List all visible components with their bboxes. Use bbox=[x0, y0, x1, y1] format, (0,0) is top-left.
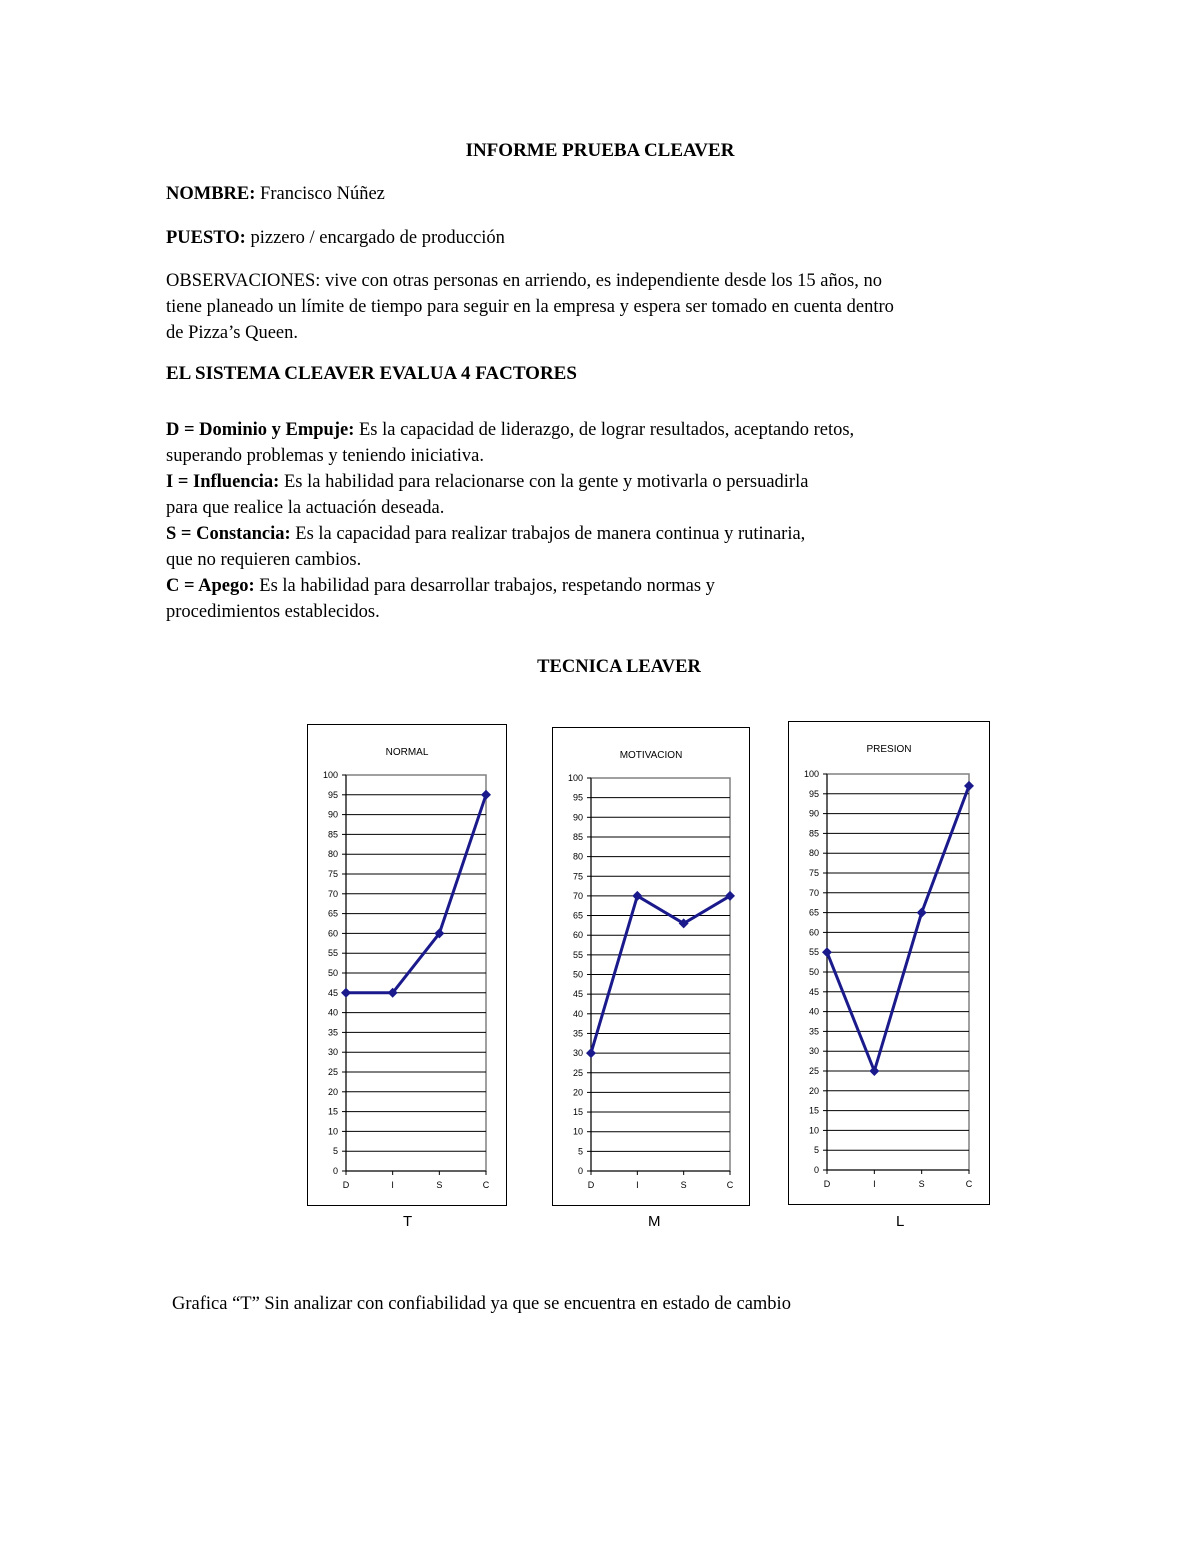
y-tick-label: 50 bbox=[327, 968, 338, 978]
y-tick-label: 85 bbox=[572, 831, 583, 842]
factor-text: para que realice la actuación deseada. bbox=[166, 498, 445, 518]
y-tick-label: 85 bbox=[327, 829, 338, 840]
factor-text: Es la capacidad para realizar trabajos de manera continua y rutinaria, bbox=[290, 524, 806, 544]
y-tick-label: 15 bbox=[327, 1106, 338, 1117]
charts-title: TECNICA LEAVER bbox=[537, 657, 701, 677]
report-title: INFORME PRUEBA CLEAVER bbox=[465, 140, 735, 161]
y-tick-label: 55 bbox=[327, 948, 338, 959]
y-tick-label: 60 bbox=[808, 927, 819, 938]
observations bbox=[166, 268, 1046, 346]
y-tick-label: 0 bbox=[813, 1165, 819, 1175]
y-tick-label: 35 bbox=[808, 1026, 819, 1037]
factor-text: Es la habilidad para desarrollar trabajos, respetando normas y bbox=[254, 576, 715, 596]
y-tick-label: 90 bbox=[808, 808, 819, 819]
y-tick-label: 45 bbox=[327, 987, 338, 998]
factor-i bbox=[166, 469, 1046, 495]
x-tick-label: D bbox=[587, 1180, 595, 1190]
factor-text: que no requieren cambios. bbox=[166, 550, 362, 570]
y-tick-label: 40 bbox=[808, 1006, 819, 1017]
x-tick-label: S bbox=[918, 1179, 925, 1189]
x-tick-label: C bbox=[965, 1179, 973, 1189]
chart-caption: M bbox=[648, 1213, 661, 1230]
x-tick-label: S bbox=[436, 1180, 443, 1190]
y-tick-label: 25 bbox=[572, 1067, 583, 1078]
x-tick-label: D bbox=[823, 1179, 831, 1189]
factor-text: Es la habilidad para relacionarse con la gente y motivarla o persuadirla bbox=[279, 472, 809, 492]
x-tick-label: D bbox=[342, 1180, 350, 1190]
name-value: Francisco Núñez bbox=[260, 184, 385, 204]
y-tick-label: 70 bbox=[327, 888, 338, 899]
y-tick-label: 50 bbox=[572, 969, 583, 980]
y-tick-label: 80 bbox=[572, 851, 583, 862]
chart-caption: T bbox=[403, 1213, 413, 1230]
y-tick-label: 40 bbox=[327, 1007, 338, 1018]
y-tick-label: 65 bbox=[572, 910, 583, 921]
chart-title: NORMAL bbox=[385, 747, 429, 758]
factor-label: C = Apego: bbox=[166, 576, 255, 596]
chart-normal bbox=[307, 724, 507, 1206]
y-tick-label: 95 bbox=[808, 788, 819, 799]
y-tick-label: 55 bbox=[572, 949, 583, 960]
y-tick-label: 30 bbox=[327, 1047, 338, 1058]
y-tick-label: 45 bbox=[572, 989, 583, 1000]
y-tick-label: 15 bbox=[808, 1105, 819, 1116]
y-tick-label: 20 bbox=[808, 1085, 819, 1096]
factor-text: Es la capacidad de liderazgo, de lograr resultados, aceptando retos, bbox=[354, 420, 855, 440]
chart-presion-svg bbox=[789, 722, 989, 1204]
system-title: EL SISTEMA CLEAVER EVALUA 4 FACTORES bbox=[166, 363, 577, 384]
post-label: PUESTO: bbox=[166, 228, 246, 248]
chart-title: PRESION bbox=[866, 744, 912, 755]
y-tick-label: 0 bbox=[332, 1166, 338, 1176]
observations-line: OBSERVACIONES: vive con otras personas en arriendo, es independiente desde los 15 años, no bbox=[166, 271, 882, 291]
chart-caption: L bbox=[896, 1213, 905, 1230]
factor-c bbox=[166, 573, 1046, 599]
post-value: pizzero / encargado de producción bbox=[250, 228, 505, 248]
y-tick-label: 60 bbox=[327, 928, 338, 939]
y-tick-label: 65 bbox=[808, 907, 819, 918]
y-tick-label: 30 bbox=[572, 1048, 583, 1059]
chart-motivacion-svg bbox=[553, 728, 749, 1205]
y-tick-label: 100 bbox=[567, 773, 583, 783]
y-tick-label: 100 bbox=[322, 770, 338, 780]
factor-label: I = Influencia: bbox=[166, 472, 280, 492]
chart-motivacion bbox=[552, 727, 750, 1206]
chart-title: MOTIVACION bbox=[619, 750, 683, 761]
factor-text: superando problemas y teniendo iniciativa. bbox=[166, 446, 485, 466]
post-line bbox=[166, 225, 1046, 251]
factors-list bbox=[166, 417, 1046, 625]
y-tick-label: 45 bbox=[808, 986, 819, 997]
y-tick-label: 15 bbox=[572, 1107, 583, 1118]
y-tick-label: 80 bbox=[808, 848, 819, 859]
y-tick-label: 90 bbox=[327, 809, 338, 820]
x-tick-label: C bbox=[726, 1180, 734, 1190]
y-tick-label: 75 bbox=[572, 871, 583, 882]
y-tick-label: 5 bbox=[813, 1145, 819, 1156]
y-tick-label: 5 bbox=[332, 1146, 338, 1157]
y-tick-label: 85 bbox=[808, 828, 819, 839]
factor-text: procedimientos establecidos. bbox=[166, 602, 380, 622]
y-tick-label: 75 bbox=[808, 868, 819, 878]
x-tick-label: I bbox=[873, 1179, 876, 1189]
y-tick-label: 95 bbox=[572, 792, 583, 803]
y-tick-label: 90 bbox=[572, 812, 583, 823]
y-tick-label: 70 bbox=[572, 890, 583, 901]
y-tick-label: 0 bbox=[577, 1166, 583, 1176]
y-tick-label: 10 bbox=[572, 1126, 583, 1137]
y-tick-label: 5 bbox=[577, 1146, 583, 1157]
y-tick-label: 70 bbox=[808, 887, 819, 898]
factor-label: D = Dominio y Empuje: bbox=[166, 420, 355, 440]
y-tick-label: 100 bbox=[803, 769, 819, 779]
y-tick-label: 20 bbox=[327, 1086, 338, 1097]
y-tick-label: 75 bbox=[327, 869, 338, 879]
y-tick-label: 60 bbox=[572, 930, 583, 941]
factor-label: S = Constancia: bbox=[166, 524, 291, 544]
y-tick-label: 10 bbox=[808, 1125, 819, 1136]
x-tick-label: I bbox=[391, 1180, 394, 1190]
chart-normal-svg bbox=[308, 725, 506, 1205]
y-tick-label: 35 bbox=[572, 1028, 583, 1039]
y-tick-label: 40 bbox=[572, 1008, 583, 1019]
footer-note: Grafica “T” Sin analizar con confiabilidad ya que se encuentra en estado de cambio bbox=[172, 1294, 791, 1314]
y-tick-label: 50 bbox=[808, 967, 819, 977]
observations-line: de Pizza’s Queen. bbox=[166, 323, 299, 343]
y-tick-label: 95 bbox=[327, 789, 338, 800]
y-tick-label: 25 bbox=[808, 1066, 819, 1076]
observations-line: tiene planeado un límite de tiempo para seguir en la empresa y espera ser tomado en cuenta dentro bbox=[166, 297, 894, 317]
chart-presion bbox=[788, 721, 990, 1205]
y-tick-label: 20 bbox=[572, 1087, 583, 1098]
y-tick-label: 35 bbox=[327, 1027, 338, 1038]
x-tick-label: S bbox=[680, 1180, 687, 1190]
y-tick-label: 30 bbox=[808, 1046, 819, 1057]
y-tick-label: 55 bbox=[808, 947, 819, 958]
factor-d bbox=[166, 417, 1046, 443]
y-tick-label: 80 bbox=[327, 849, 338, 860]
factor-s bbox=[166, 521, 1046, 547]
y-tick-label: 25 bbox=[327, 1067, 338, 1077]
y-tick-label: 65 bbox=[327, 908, 338, 919]
name-line bbox=[166, 181, 1046, 207]
x-tick-label: C bbox=[482, 1180, 490, 1190]
x-tick-label: I bbox=[636, 1180, 639, 1190]
name-label: NOMBRE: bbox=[166, 184, 256, 204]
y-tick-label: 10 bbox=[327, 1126, 338, 1137]
